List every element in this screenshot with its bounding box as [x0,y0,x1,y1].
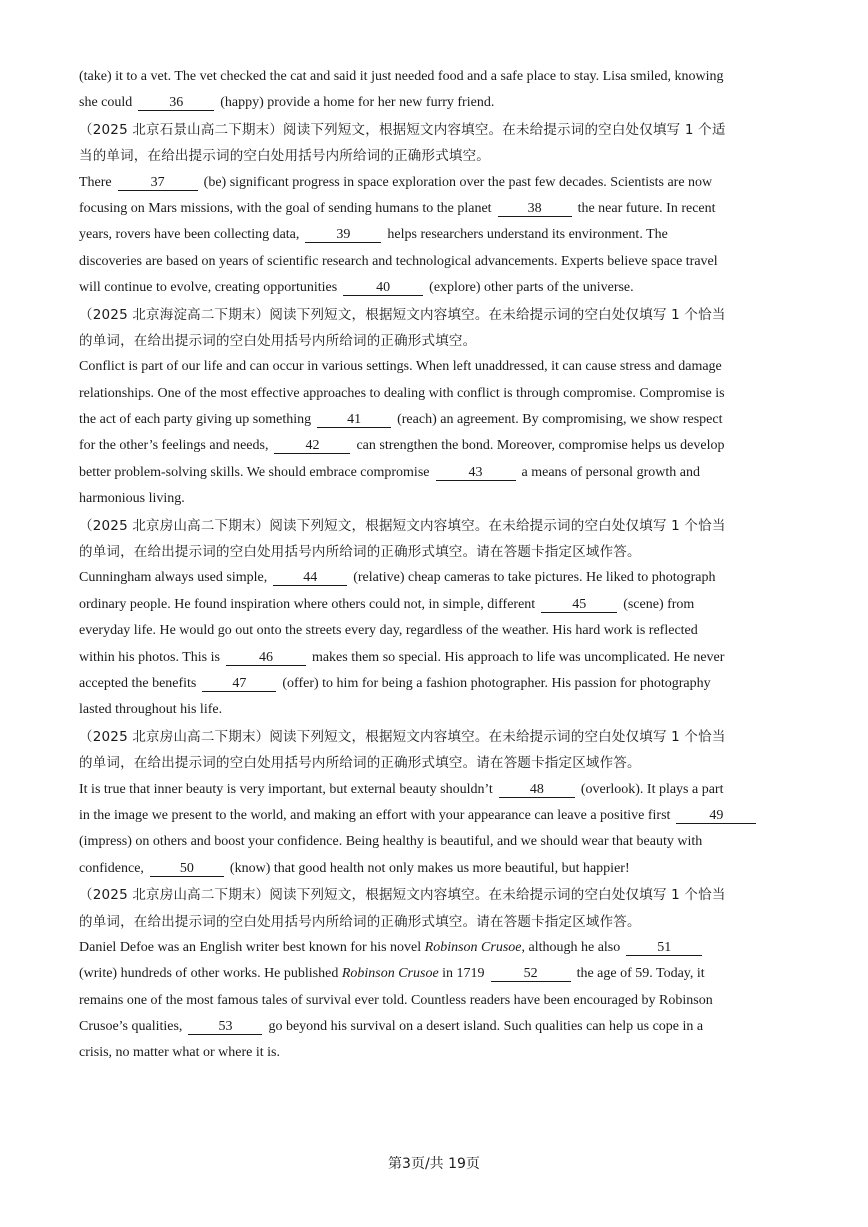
text-segment: Crusoe’s qualities, [79,1019,183,1035]
passage-line [79,777,791,803]
text-segment: （2025 北京房山高二下期末）阅读下列短文，根据短文内容填空。在未给提示词的空白处仅填写 1 个恰当 [79,728,726,745]
document-body [79,64,791,1067]
text-segment: There [79,174,112,190]
answer-blank-37[interactable]: 37 [118,175,198,191]
text-segment: the act of each party giving up something [79,412,312,428]
text-segment: 的单词，在给出提示词的空白处用括号内所给词的正确形式填空。请在答题卡指定区域作答。 [79,544,641,561]
answer-blank-44[interactable]: 44 [273,570,347,586]
passage-line [79,275,791,301]
text-segment: makes them so special. His approach to life was uncomplicated. He never [311,649,725,665]
passage-line [79,64,791,90]
text-segment: years, rovers have been collecting data, [79,227,300,243]
passage-line [79,381,791,407]
answer-blank-48[interactable]: 48 [499,782,575,798]
passage-line [79,592,791,618]
page-number: 第3页/共 19页 [388,1156,480,1172]
passage-line [79,1040,791,1066]
text-segment: 的单词，在给出提示词的空白处用括号内所给词的正确形式填空。 [79,332,477,349]
text-segment: a means of personal growth and [521,464,700,480]
passage-line [79,170,791,196]
text-segment: remains one of the most famous tales of survival ever told. Countless readers have been encouraged by Robinson [79,992,713,1008]
passage-line [79,354,791,380]
section-instruction-line [79,143,791,169]
passage-line [79,565,791,591]
passage-line [79,1014,791,1040]
text-segment: better problem-solving skills. We should embrace compromise [79,464,430,480]
text-segment: everyday life. He would go out onto the streets every day, regardless of the weather. His hard work is reflected [79,623,698,639]
passage-line [79,697,791,723]
section-instruction-line [79,539,791,565]
passage-line [79,618,791,644]
text-segment: 的单词，在给出提示词的空白处用括号内所给词的正确形式填空。请在答题卡指定区域作答。 [79,755,641,772]
answer-blank-40[interactable]: 40 [343,280,423,296]
section-instruction-line [79,750,791,776]
text-segment: relationships. One of the most effective approaches to dealing with conflict is through compromise. Compromise is [79,385,725,401]
text-segment: (explore) other parts of the universe. [429,280,634,296]
answer-blank-53[interactable]: 53 [188,1019,262,1035]
passage-line [79,249,791,275]
text-segment: 的单词，在给出提示词的空白处用括号内所给词的正确形式填空。请在答题卡指定区域作答。 [79,913,641,930]
passage-line [79,961,791,987]
passage-line [79,829,791,855]
passage-line [79,460,791,486]
section-instruction-line [79,724,791,750]
text-segment: (reach) an agreement. By compromising, we show respect [397,412,723,428]
passage-line [79,935,791,961]
answer-blank-49[interactable]: 49 [676,808,756,824]
passage-line [79,988,791,1014]
passage-line [79,486,791,512]
text-segment: （2025 北京房山高二下期末）阅读下列短文，根据短文内容填空。在未给提示词的空白处仅填写 1 个恰当 [79,887,726,904]
passage-line [79,433,791,459]
text-segment: can strengthen the bond. Moreover, compromise helps us develop [356,438,725,454]
answer-blank-42[interactable]: 42 [274,438,350,454]
section-instruction-line [79,909,791,935]
text-segment: accepted the benefits [79,675,197,691]
text-segment: within his photos. This is [79,649,220,665]
text-segment: Cunningham always used simple, [79,570,268,586]
section-instruction-line [79,302,791,328]
text-segment: (write) hundreds of other works. He published [79,966,342,982]
text-segment: (be) significant progress in space exploration over the past few decades. Scientists are now [203,174,713,190]
text-segment: for the other’s feelings and needs, [79,438,269,454]
answer-blank-39[interactable]: 39 [305,227,381,243]
passage-line [79,856,791,882]
text-segment: (offer) to him for being a fashion photographer. His passion for photography [282,675,711,691]
text-segment: （2025 北京石景山高二下期末）阅读下列短文，根据短文内容填空。在未给提示词的空白处仅填写 1 个适 [79,121,726,138]
answer-blank-50[interactable]: 50 [150,861,224,877]
text-segment: (relative) cheap cameras to take pictures. He liked to photograph [353,570,716,586]
answer-blank-51[interactable]: 51 [626,940,702,956]
text-segment: (take) it to a vet. The vet checked the cat and said it just needed food and a safe place to stay. Lisa smiled, knowing [79,69,724,84]
answer-blank-45[interactable]: 45 [541,597,617,613]
text-segment: in the image we present to the world, and making an effort with your appearance can leave a positive first [79,807,671,823]
answer-blank-38[interactable]: 38 [498,201,572,217]
text-segment: (happy) provide a home for her new furry friend. [220,95,495,111]
passage-line [79,407,791,433]
text-segment: crisis, no matter what or where it is. [79,1045,281,1061]
text-segment: (overlook). It plays a part [580,781,724,797]
text-segment: , although he also [521,939,621,955]
passage-line [79,196,791,222]
text-segment: (impress) on others and boost your confidence. Being healthy is beautiful, and we should wear that beauty with [79,834,703,850]
text-segment: ordinary people. He found inspiration where others could not, in simple, different [79,596,536,612]
answer-blank-41[interactable]: 41 [317,412,391,428]
book-title: Robinson Crusoe [424,939,522,955]
section-instruction-line [79,513,791,539]
text-segment: （2025 北京海淀高二下期末）阅读下列短文，根据短文内容填空。在未给提示词的空白处仅填写 1 个恰当 [79,306,726,323]
text-segment: discoveries are based on years of scientific research and technological advancements. Experts believe space travel [79,253,718,269]
text-segment: the near future. In recent [577,200,716,216]
text-segment: It is true that inner beauty is very important, but external beauty shouldn’t [79,781,493,797]
answer-blank-43[interactable]: 43 [436,465,516,481]
text-segment: harmonious living. [79,491,185,507]
section-instruction-line [79,328,791,354]
answer-blank-47[interactable]: 47 [202,676,276,692]
text-segment: Daniel Defoe was an English writer best known for his novel [79,939,425,955]
passage-line [79,803,791,829]
text-segment: focusing on Mars missions, with the goal of sending humans to the planet [79,200,492,216]
passage-line [79,671,791,697]
text-segment: (scene) from [623,596,695,612]
passage-line [79,645,791,671]
text-segment: lasted throughout his life. [79,702,223,718]
text-segment: she could [79,95,133,111]
text-segment: go beyond his survival on a desert island. Such qualities can help us cope in a [268,1019,704,1035]
text-segment: confidence, [79,860,144,876]
passage-line [79,222,791,248]
passage-line [79,90,791,116]
text-segment: in 1719 [438,966,485,982]
section-instruction-line [79,117,791,143]
section-instruction-line [79,882,791,908]
answer-blank-52[interactable]: 52 [491,966,571,982]
text-segment: Conflict is part of our life and can occur in various settings. When left unaddressed, it can cause stress and damage [79,359,722,375]
book-title: Robinson Crusoe [341,966,439,982]
text-segment: （2025 北京房山高二下期末）阅读下列短文，根据短文内容填空。在未给提示词的空白处仅填写 1 个恰当 [79,517,726,534]
answer-blank-46[interactable]: 46 [226,650,306,666]
answer-blank-36[interactable]: 36 [138,95,214,111]
text-segment: 当的单词，在给出提示词的空白处用括号内所给词的正确形式填空。 [79,148,490,165]
text-segment: will continue to evolve, creating opportunities [79,280,338,296]
text-segment: (know) that good health not only makes us more beautiful, but happier! [229,860,630,876]
text-segment: the age of 59. Today, it [576,966,705,982]
text-segment: helps researchers understand its environment. The [387,227,668,243]
